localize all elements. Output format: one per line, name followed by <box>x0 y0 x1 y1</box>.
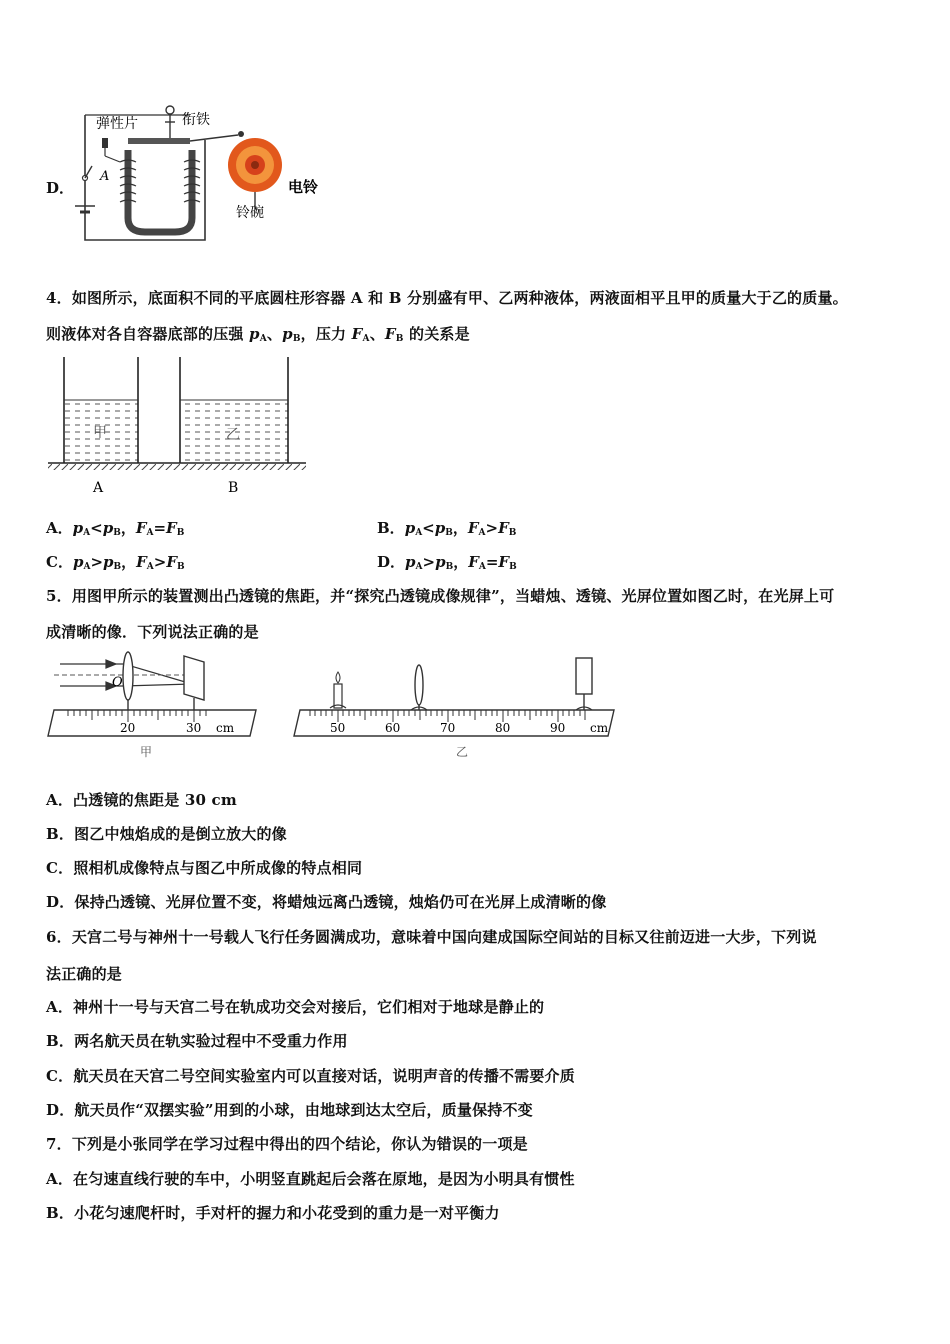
armature-bar <box>128 138 190 144</box>
q6-option-b[interactable]: B．两名航天员在轨实验过程中不受重力作用 <box>46 1032 348 1050</box>
q6-stem-line2: 法正确的是 <box>46 965 123 983</box>
bell-label: 电铃 <box>288 178 319 196</box>
q6-option-a[interactable]: A．神州十一号与天宫二号在轨成功交会对接后，它们相对于地球是静止的 <box>46 998 545 1016</box>
q3-option-d-letter: D． <box>46 179 75 197</box>
yi-tick-50: 50 <box>330 721 346 735</box>
liquid-b-label: 乙 <box>226 427 240 443</box>
q4-option-c[interactable]: C．$p_A>p_B$，$F_A>F_B$ <box>46 553 185 572</box>
q7-option-b[interactable]: B．小花匀速爬杆时，手对杆的握力和小花受到的重力是一对平衡力 <box>46 1204 500 1222</box>
armature-label: 衔铁 <box>182 112 210 128</box>
q7-option-a[interactable]: A．在匀速直线行驶的车中，小明竖直跳起后会落在原地，是因为小明具有惯性 <box>46 1170 575 1188</box>
jia-unit: cm <box>216 721 235 735</box>
figure-yi <box>290 650 630 762</box>
q6-option-d[interactable]: D．航天员作“双摆实验”用到的小球，由地球到达太空后，质量保持不变 <box>46 1101 533 1119</box>
yi-tick-80: 80 <box>495 721 511 735</box>
q5-stem-line2: 成清晰的像．下列说法正确的是 <box>46 623 259 641</box>
q4-option-a[interactable]: A．$p_A<p_B$，$F_A=F_B$ <box>46 519 185 538</box>
jia-tick-20: 20 <box>120 721 136 735</box>
screen-yi <box>576 658 592 694</box>
q5-option-a[interactable]: A．凸透镜的焦距是 30 cm <box>46 791 237 809</box>
convex-lens-jia <box>123 652 133 700</box>
q4-option-b[interactable]: B．$p_A<p_B$，$F_A>F_B$ <box>377 519 517 538</box>
yi-tick-90: 90 <box>550 721 566 735</box>
screen-jia <box>184 656 204 700</box>
q5-option-c[interactable]: C．照相机成像特点与图乙中所成像的特点相同 <box>46 859 363 877</box>
container-b-label: B <box>228 480 239 496</box>
yi-tick-60: 60 <box>385 721 401 735</box>
jia-tick-30: 30 <box>186 721 202 735</box>
q6-stem-line1: 6．天宫二号与神州十一号载人飞行任务圆满成功，意味着中国向建成国际空间站的目标又往前迈进一大步，下列说 <box>46 928 817 946</box>
spring-plate-label: 弹性片 <box>96 116 138 132</box>
q7-stem: 7．下列是小张同学在学习过程中得出的四个结论，你认为错误的一项是 <box>46 1135 528 1153</box>
q5-option-d[interactable]: D．保持凸透镜、光屏位置不变，将蜡烛远离凸透镜，烛焰仍可在光屏上成清晰的像 <box>46 893 607 911</box>
jia-caption: 甲 <box>140 745 153 759</box>
q6-option-c[interactable]: C．航天员在天宫二号空间实验室内可以直接对话，说明声音的传播不需要介质 <box>46 1067 575 1085</box>
q4-stem-line1: 4．如图所示，底面积不同的平底圆柱形容器 A 和 B 分别盛有甲、乙两种液体，两液面相平且甲的质量大于乙的质量。 <box>46 289 848 307</box>
q5-stem-line1: 5．用图甲所示的装置测出凸透镜的焦距，并“探究凸透镜成像规律”，当蜡烛、透镜、光屏位置如图乙时，在光屏上可 <box>46 587 835 605</box>
yi-caption: 乙 <box>456 745 469 759</box>
yi-unit: cm <box>590 721 609 735</box>
q4-option-d[interactable]: D．$p_A>p_B$，$F_A=F_B$ <box>377 553 517 572</box>
bell-bowl-label: 铃碗 <box>236 205 264 221</box>
convex-lens-yi <box>415 665 423 705</box>
focus-label: O <box>112 675 123 690</box>
container-a-label: A <box>93 480 104 496</box>
figure-jia <box>44 650 264 762</box>
containers-figure <box>44 352 314 498</box>
yi-tick-70: 70 <box>440 721 456 735</box>
liquid-a-label: 甲 <box>93 425 107 441</box>
q5-option-b[interactable]: B．图乙中烛焰成的是倒立放大的像 <box>46 825 287 843</box>
electric-bell-figure <box>70 100 340 248</box>
point-a-label: A <box>100 169 110 184</box>
q4-stem-line2: 则液体对各自容器底部的压强 $p_A$、$p_B$，压力 $F_A$、$F_B$ 的关系是 <box>46 325 470 344</box>
